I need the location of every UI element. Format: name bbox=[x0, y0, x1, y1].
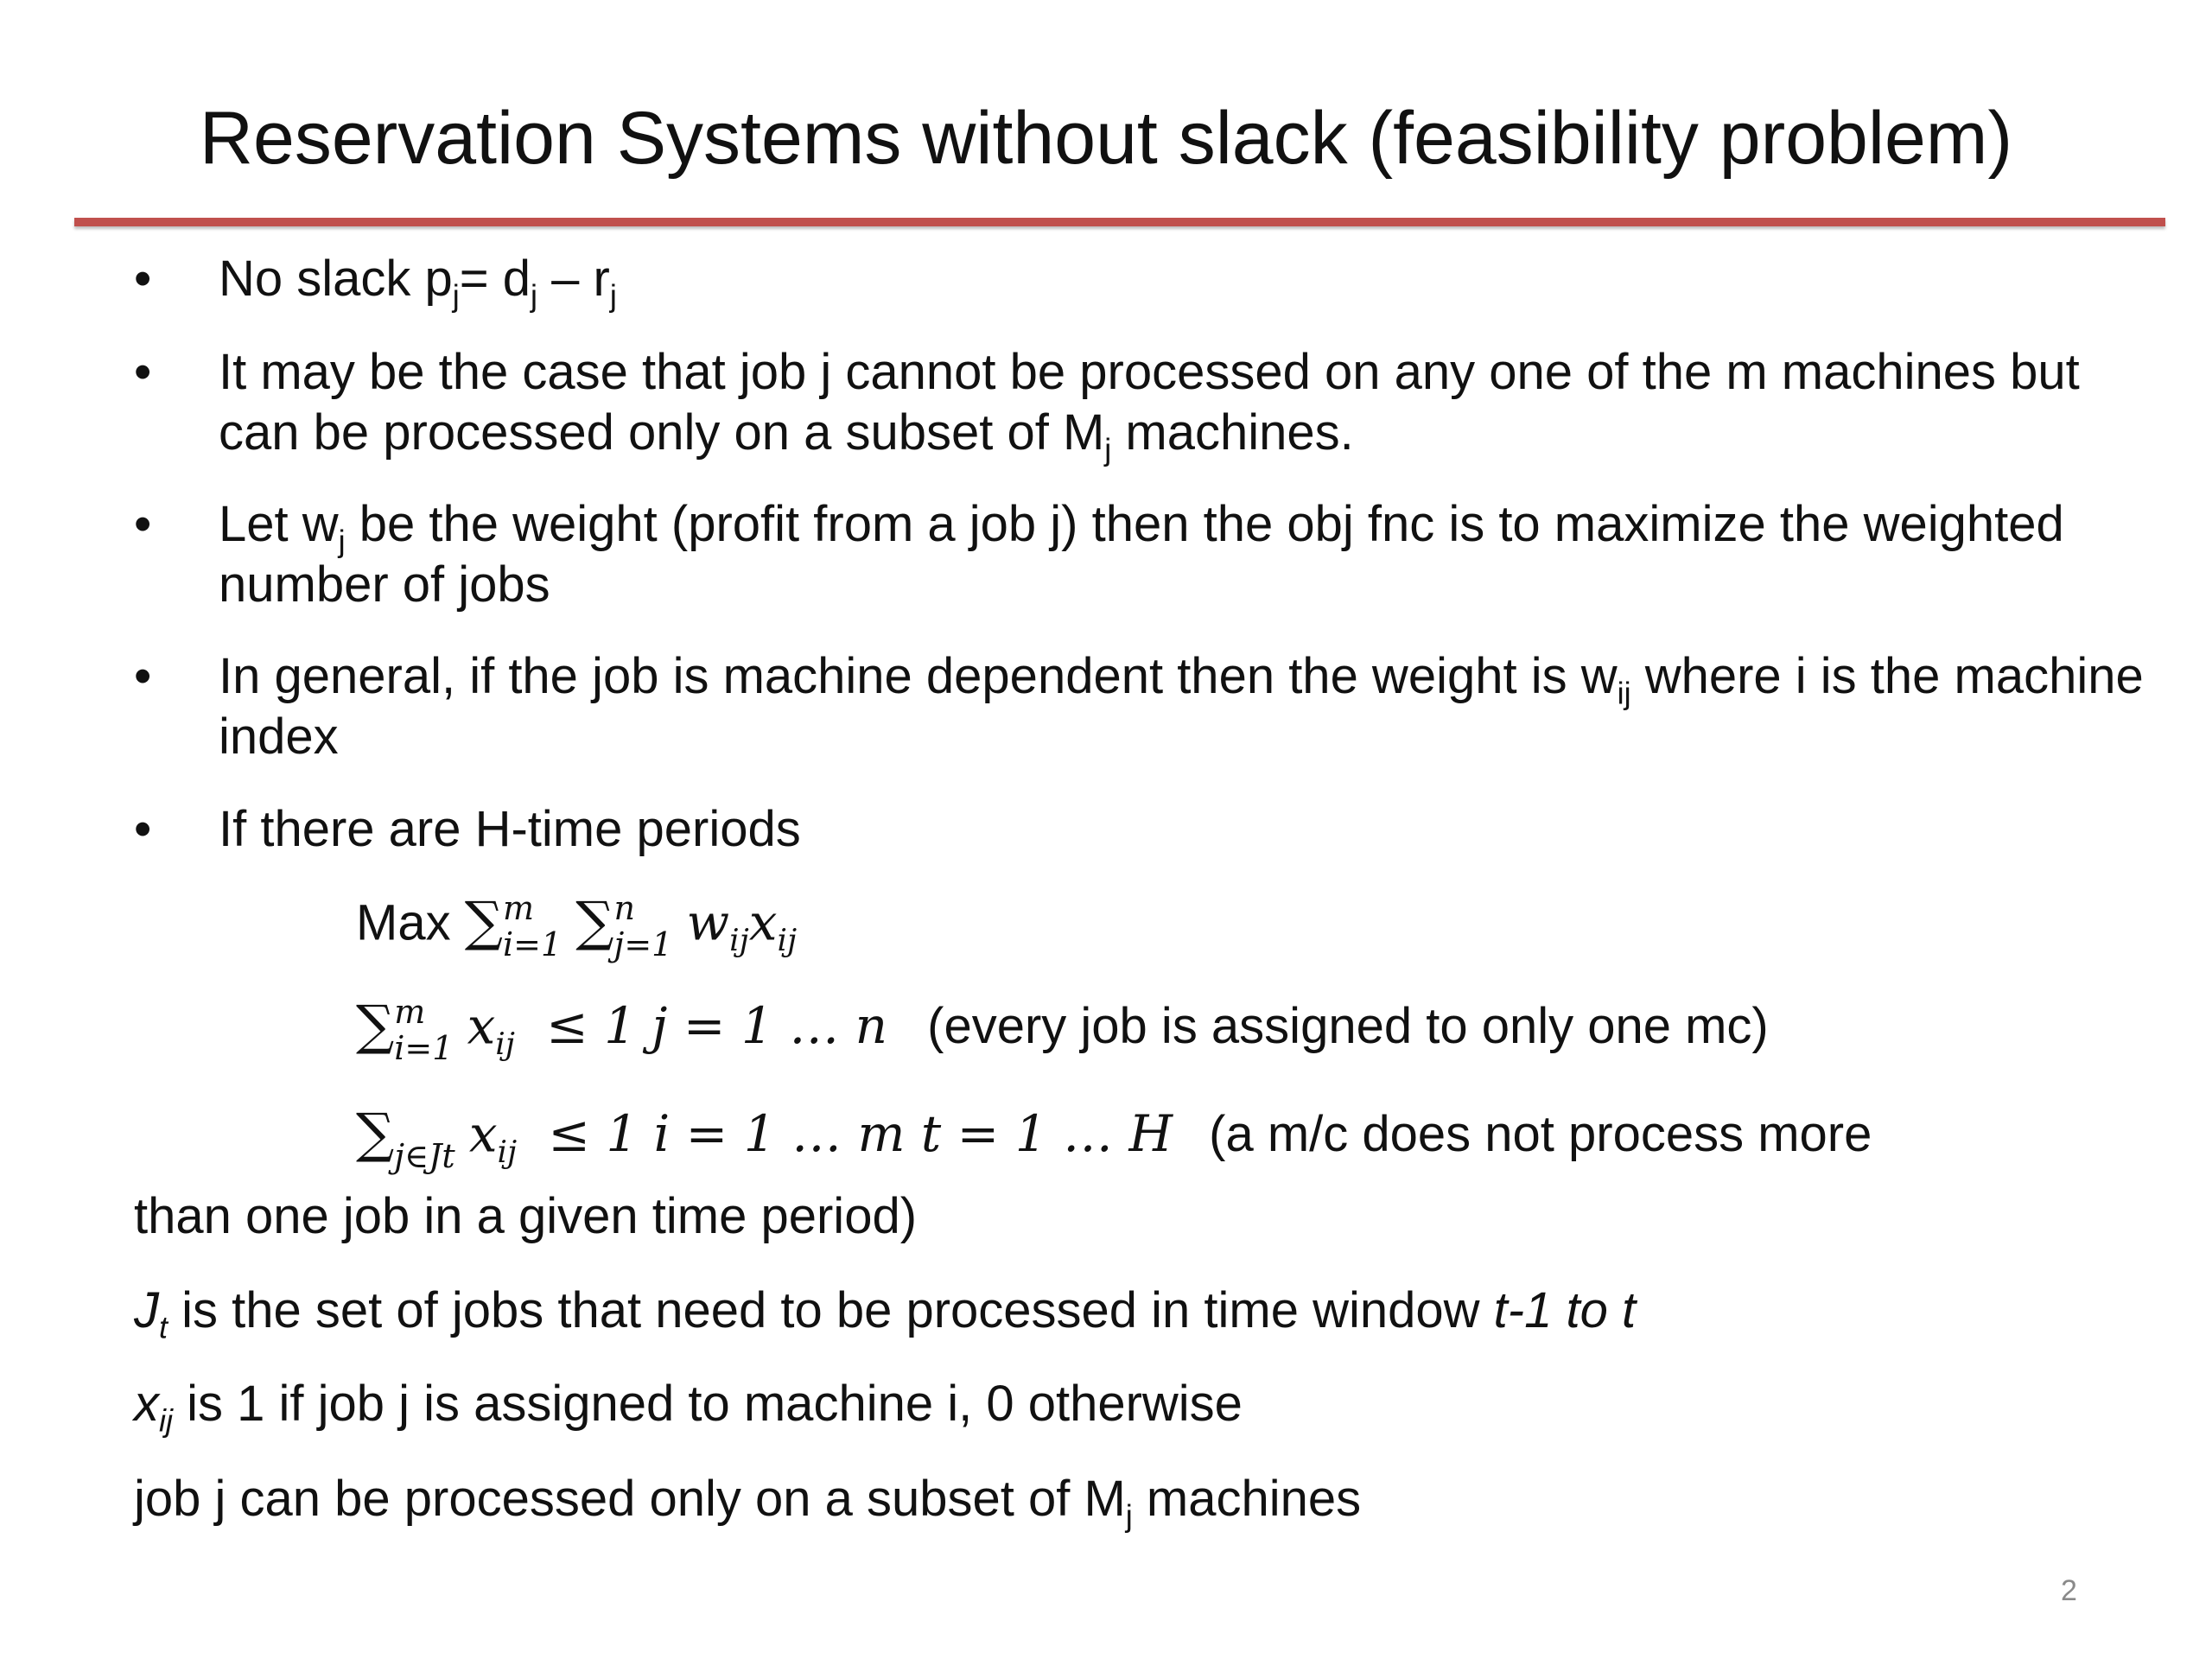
sum-symbol: ∑ bbox=[464, 889, 503, 953]
definition-xij: $x_{ij}$ is 1 if job j is assigned to machine i, 0 otherwise bbox=[134, 1376, 1243, 1439]
bullet-marker: • bbox=[134, 251, 152, 307]
bullet-text: It may be the case that job j cannot be processed on any one of the m machines but can be processed only on a subset of $M_j$ machines. bbox=[219, 344, 2080, 467]
definition-jt: $J_t$ is the set of jobs that need to be processed in time window t-1 to t bbox=[134, 1282, 1637, 1345]
bullet-marker: • bbox=[134, 344, 152, 400]
assignment-constraint: ∑ m i=1 $x_{ij} \le 1$ j = 1 … n (every job is assigned to only one mc) bbox=[356, 993, 1769, 1067]
objective-formula: Max ∑ m i=1 ∑ n j=1 $w_{ij}x_{ij}$ bbox=[356, 889, 798, 963]
bullet-text: In general, if the job is machine dependent then the weight is $w_{ij}$ where i is the machine index bbox=[219, 648, 2144, 765]
bullet-text: No slack $p_j= d_j - r_j$ bbox=[219, 251, 617, 314]
bullet-text: Let $w_j$ be the weight (profit from a job j) then the obj fnc is to maximize the weighted number of jobs bbox=[219, 496, 2064, 613]
time-period-constraint: ∑ j∈Jt $x_{ij} \le 1$ i = 1 … m t = 1 … H (a m/c does not process more bbox=[356, 1101, 1872, 1175]
title-divider bbox=[74, 218, 2165, 226]
bullet-text: If there are H-time periods bbox=[219, 801, 801, 857]
bullet-marker: • bbox=[134, 496, 152, 552]
sum-symbol: ∑ bbox=[356, 1101, 395, 1165]
page-number: 2 bbox=[2061, 1574, 2077, 1607]
definition-mj: job j can be processed only on a subset of $M_j$ machines bbox=[134, 1471, 1362, 1534]
sum-symbol: ∑ bbox=[575, 889, 614, 953]
bullet-marker: • bbox=[134, 801, 152, 857]
sum-symbol: ∑ bbox=[356, 993, 395, 1057]
slide-title: Reservation Systems without slack (feasibility problem) bbox=[199, 97, 2013, 180]
bullet-marker: • bbox=[134, 648, 152, 704]
constraint-continuation: than one job in a given time period) bbox=[134, 1188, 918, 1244]
